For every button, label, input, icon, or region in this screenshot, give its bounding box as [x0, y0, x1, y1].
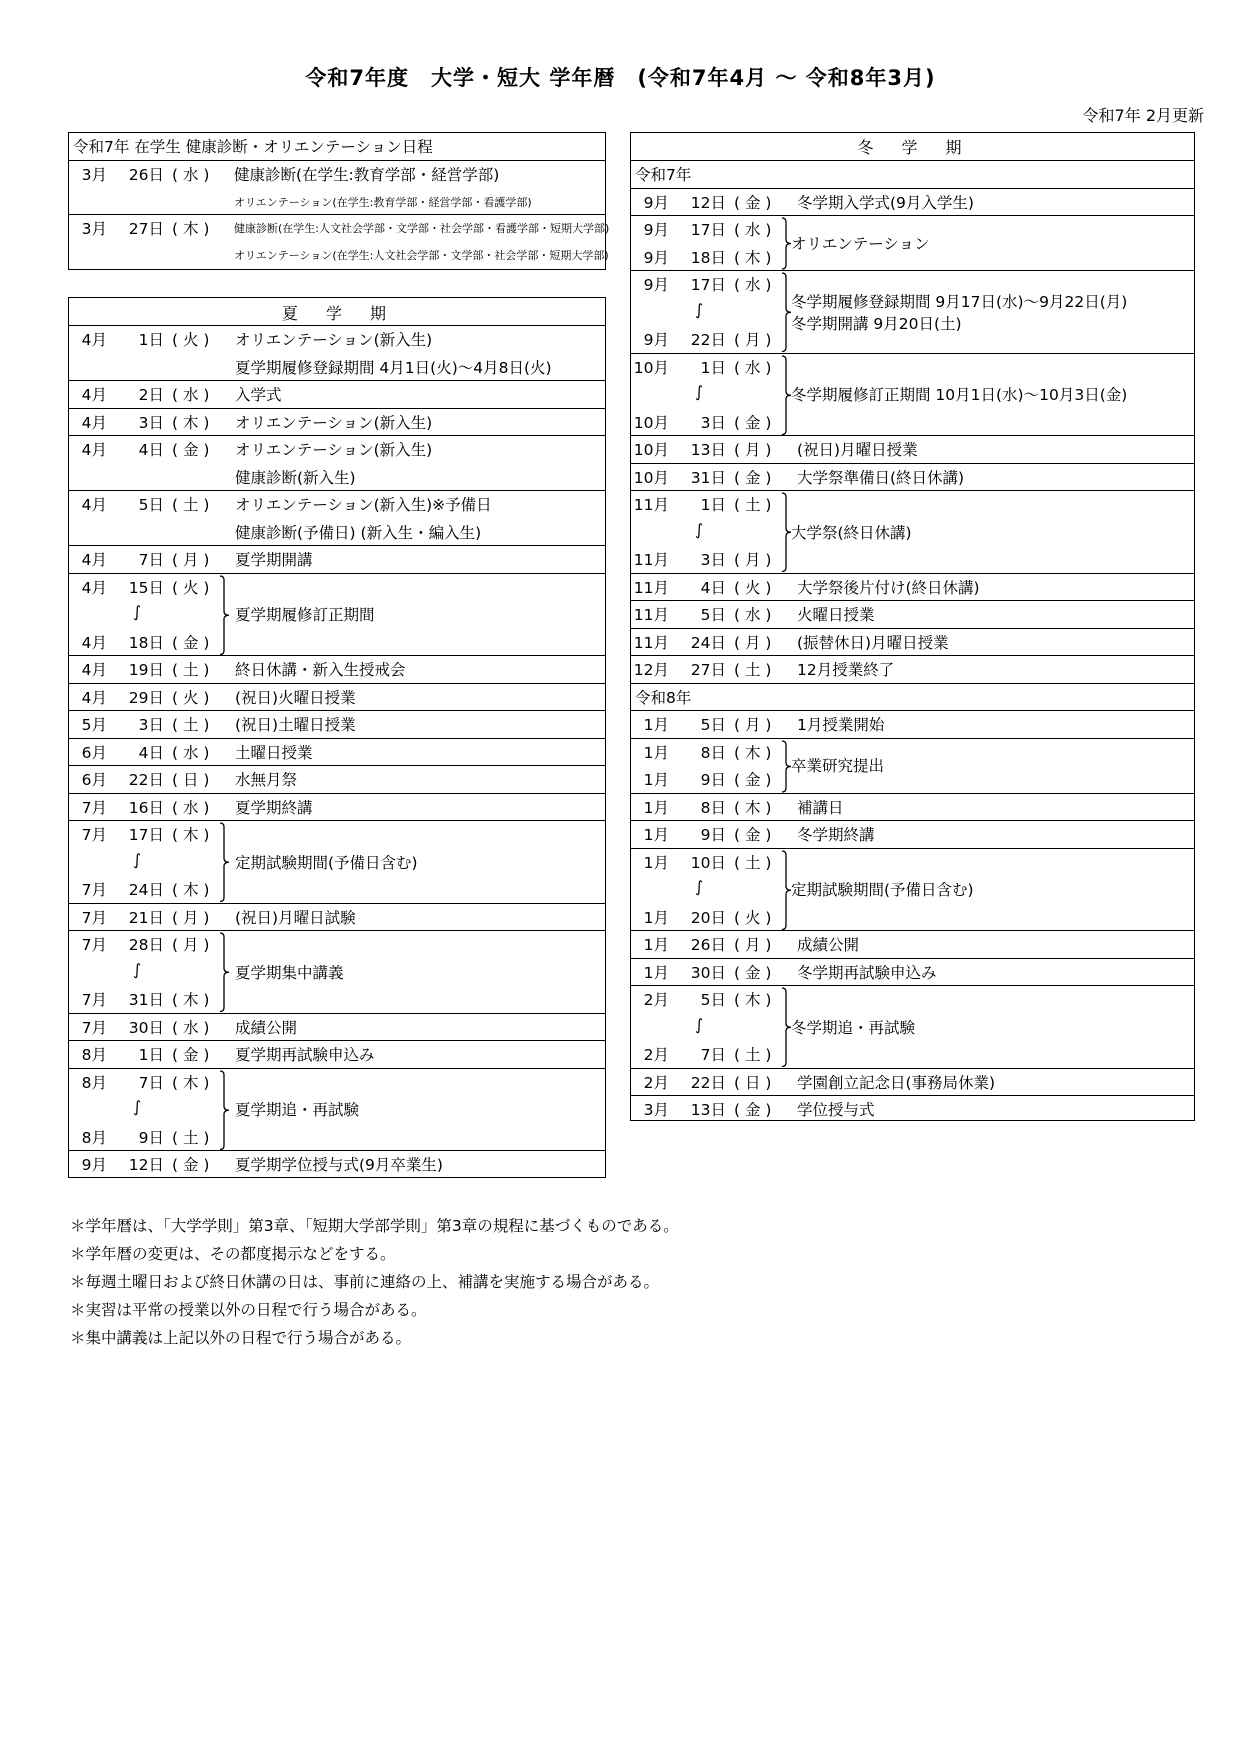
day: 2日 — [138, 386, 164, 404]
day: 1日 — [138, 1046, 164, 1064]
row-separator — [631, 738, 1194, 739]
event: 入学式 — [235, 386, 282, 404]
event: 大学祭準備日(終日休講) — [797, 468, 965, 487]
day: 22日 — [690, 1073, 726, 1092]
event: (祝日)土曜日授業 — [235, 716, 356, 734]
month: 9月 — [643, 193, 669, 212]
event: 補講日 — [797, 798, 844, 817]
month: 4月 — [81, 661, 107, 679]
month: 11月 — [633, 496, 669, 514]
row-separator — [69, 738, 605, 739]
month: 10月 — [633, 441, 669, 459]
event: 夏学期終講 — [235, 798, 313, 817]
brace-icon — [219, 1070, 231, 1151]
weekday: ( 土 ) — [734, 1046, 772, 1064]
brace-icon — [219, 822, 231, 903]
event: 1月授業開始 — [797, 716, 885, 734]
event: 定期試験期間(予備日含む) — [235, 853, 418, 872]
month: 1月 — [643, 743, 669, 762]
weekday: ( 火 ) — [172, 688, 210, 707]
month: 11月 — [633, 633, 669, 652]
month: 1月 — [643, 716, 669, 734]
day: 24日 — [690, 633, 726, 652]
weekday: ( 日 ) — [172, 771, 210, 789]
event: オリエンテーション(新入生) — [235, 441, 433, 459]
health-block-2 — [69, 214, 605, 215]
event: 冬学期再試験申込み — [797, 963, 937, 982]
event: オリエンテーション — [791, 234, 930, 253]
month: 1月 — [643, 798, 669, 817]
month: 4月 — [81, 551, 107, 569]
page-title: 令和7年度 大学・短大 学年暦 (令和7年4月 ～ 令和8年3月) — [305, 66, 936, 90]
month: 10月 — [633, 358, 669, 377]
row-separator — [69, 490, 605, 491]
month: 12月 — [633, 661, 669, 679]
winter-term-table — [630, 132, 1195, 1121]
day: 4日 — [138, 743, 164, 762]
weekday: ( 月 ) — [734, 331, 772, 349]
row-separator — [631, 600, 1194, 601]
month: 1月 — [643, 853, 669, 872]
day: 5日 — [138, 496, 164, 514]
row-separator — [631, 1095, 1194, 1096]
note: ＊学年暦は、「大学学則」第3章、「短期大学部学則」第3章の規程に基づくものである。 — [70, 1217, 679, 1235]
row-separator — [69, 325, 605, 326]
event: 健康診断(予備日) (新入生・編入生) — [235, 523, 482, 542]
weekday: ( 水 ) — [734, 221, 772, 239]
range-tilde: ∫ — [695, 383, 704, 401]
brace-icon — [219, 932, 231, 1013]
day: 26日 — [690, 936, 726, 954]
weekday: ( 水 ) — [734, 358, 772, 377]
month: 2月 — [643, 991, 669, 1009]
event: 夏学期再試験申込み — [235, 1046, 375, 1064]
month: 7月 — [81, 991, 107, 1009]
range-tilde: ∫ — [133, 850, 142, 869]
era-label: 令和8年 — [635, 688, 692, 707]
day: 7日 — [138, 1073, 164, 1092]
event: 成績公開 — [797, 936, 860, 954]
row-separator — [631, 1068, 1194, 1069]
winter-heading: 冬 学 期 — [857, 138, 968, 157]
month: 1月 — [643, 826, 669, 844]
event: 冬学期開講 9月20日(土) — [791, 314, 962, 333]
row-separator — [631, 655, 1194, 656]
day: 17日 — [128, 826, 164, 844]
event: 夏学期学位授与式(9月卒業生) — [235, 1156, 443, 1174]
weekday: ( 木 ) — [172, 1073, 210, 1092]
event: (祝日)火曜日授業 — [235, 688, 356, 707]
day: 26日 — [128, 166, 164, 184]
weekday: ( 火 ) — [172, 578, 210, 597]
row-separator — [631, 848, 1194, 849]
month: 4月 — [81, 496, 107, 514]
month: 11月 — [633, 551, 669, 569]
event: 夏学期追・再試験 — [235, 1101, 360, 1119]
weekday: ( 土 ) — [734, 853, 772, 872]
summer-heading: 夏 学 期 — [281, 304, 392, 323]
day: 22日 — [128, 771, 164, 789]
day: 4日 — [138, 441, 164, 459]
month: 9月 — [643, 221, 669, 239]
day: 30日 — [128, 1018, 164, 1037]
day: 30日 — [690, 963, 726, 982]
event: 学位授与式 — [797, 1101, 875, 1119]
row-separator — [69, 683, 605, 684]
range-tilde: ∫ — [133, 960, 142, 979]
event: (祝日)月曜日試験 — [235, 908, 356, 927]
row-separator — [69, 545, 605, 546]
event: オリエンテーション(在学生:教育学部・経営学部・看護学部) — [234, 196, 532, 209]
event: 夏学期履修登録期間 4月1日(火)～4月8日(火) — [235, 358, 552, 377]
event: 健康診断(在学生:教育学部・経営学部) — [234, 166, 500, 184]
day: 1日 — [700, 358, 726, 377]
health-orientation-table — [68, 132, 610, 270]
weekday: ( 木 ) — [172, 220, 210, 238]
month: 4月 — [81, 578, 107, 597]
weekday: ( 金 ) — [734, 413, 772, 432]
range-tilde: ∫ — [695, 520, 704, 539]
row-separator — [631, 270, 1194, 271]
day: 24日 — [128, 881, 164, 899]
day: 9日 — [700, 826, 726, 844]
weekday: ( 金 ) — [172, 1046, 210, 1064]
month: 4月 — [81, 331, 107, 349]
month: 3月 — [81, 166, 107, 184]
weekday: ( 日 ) — [734, 1073, 772, 1092]
weekday: ( 土 ) — [172, 661, 210, 679]
event: 夏学期開講 — [235, 551, 313, 569]
row-separator — [631, 215, 1194, 216]
row-separator — [631, 985, 1194, 986]
health-heading: 令和7年 在学生 健康診断・オリエンテーション日程 — [73, 138, 433, 156]
weekday: ( 金 ) — [734, 826, 772, 844]
weekday: ( 木 ) — [172, 991, 210, 1009]
day: 20日 — [690, 908, 726, 927]
month: 4月 — [81, 413, 107, 432]
month: 8月 — [81, 1128, 107, 1147]
day: 8日 — [700, 743, 726, 762]
day: 8日 — [700, 798, 726, 817]
row-separator — [631, 628, 1194, 629]
note: ＊毎週土曜日および終日休講の日は、事前に連絡の上、補講を実施する場合がある。 — [70, 1273, 660, 1291]
month: 7月 — [81, 826, 107, 844]
day: 7日 — [138, 551, 164, 569]
weekday: ( 木 ) — [172, 826, 210, 844]
day: 15日 — [128, 578, 164, 597]
month: 7月 — [81, 881, 107, 899]
event: 健康診断(在学生:人文社会学部・文学部・社会学部・看護学部・短期大学部) — [234, 222, 610, 235]
day: 9日 — [700, 771, 726, 789]
weekday: ( 水 ) — [172, 798, 210, 817]
row-separator — [69, 1150, 605, 1151]
weekday: ( 金 ) — [734, 468, 772, 487]
row-separator — [631, 435, 1194, 436]
row-separator — [631, 188, 1194, 189]
month: 3月 — [643, 1101, 669, 1119]
day: 7日 — [700, 1046, 726, 1064]
month: 2月 — [643, 1046, 669, 1064]
weekday: ( 月 ) — [172, 551, 210, 569]
day: 29日 — [128, 688, 164, 707]
weekday: ( 土 ) — [172, 496, 210, 514]
month: 11月 — [633, 606, 669, 624]
day: 3日 — [700, 413, 726, 432]
weekday: ( 木 ) — [734, 248, 772, 267]
month: 9月 — [81, 1156, 107, 1174]
row-separator — [69, 1040, 605, 1041]
month: 4月 — [81, 441, 107, 459]
range-tilde: ∫ — [133, 1098, 142, 1116]
updated-date: 令和7年 2月更新 — [1082, 106, 1204, 125]
day: 3日 — [138, 716, 164, 734]
weekday: ( 月 ) — [172, 936, 210, 954]
range-tilde: ∫ — [695, 1015, 704, 1034]
weekday: ( 金 ) — [172, 1156, 210, 1174]
event: 火曜日授業 — [797, 606, 875, 624]
row-separator — [69, 408, 605, 409]
row-separator — [69, 710, 605, 711]
row-separator — [631, 353, 1194, 354]
event: 冬学期入学式(9月入学生) — [797, 193, 974, 212]
weekday: ( 金 ) — [734, 771, 772, 789]
weekday: ( 木 ) — [734, 991, 772, 1009]
event: 大学祭後片付け(終日休講) — [797, 578, 980, 597]
weekday: ( 木 ) — [734, 743, 772, 762]
event: 大学祭(終日休講) — [791, 523, 912, 542]
weekday: ( 金 ) — [734, 1101, 772, 1119]
day: 13日 — [690, 441, 726, 459]
month: 1月 — [643, 936, 669, 954]
weekday: ( 火 ) — [172, 331, 210, 349]
day: 19日 — [128, 661, 164, 679]
row-separator — [69, 655, 605, 656]
weekday: ( 金 ) — [734, 193, 772, 212]
row-separator — [631, 793, 1194, 794]
day: 5日 — [700, 606, 726, 624]
event: 冬学期履修訂正期間 10月1日(水)～10月3日(金) — [791, 386, 1128, 404]
month: 10月 — [633, 468, 669, 487]
month: 4月 — [81, 386, 107, 404]
event: 終日休講・新入生授戒会 — [235, 661, 406, 679]
notes — [70, 1212, 679, 1352]
day: 18日 — [690, 248, 726, 267]
weekday: ( 木 ) — [172, 881, 210, 899]
row-separator — [69, 930, 605, 931]
month: 7月 — [81, 936, 107, 954]
event: 学園創立記念日(事務局休業) — [797, 1073, 996, 1092]
row-separator — [69, 573, 605, 574]
row-separator — [631, 930, 1194, 931]
month: 10月 — [633, 413, 669, 432]
month: 1月 — [643, 963, 669, 982]
row-separator — [69, 435, 605, 436]
day: 27日 — [128, 220, 164, 238]
weekday: ( 月 ) — [734, 633, 772, 652]
row-separator — [631, 958, 1194, 959]
row-separator — [69, 820, 605, 821]
weekday: ( 火 ) — [734, 908, 772, 927]
day: 17日 — [690, 276, 726, 294]
event: 夏学期履修訂正期間 — [235, 606, 375, 624]
month: 1月 — [643, 771, 669, 789]
weekday: ( 土 ) — [172, 716, 210, 734]
day: 3日 — [700, 551, 726, 569]
event: オリエンテーション(新入生) — [235, 331, 433, 349]
event: オリエンテーション(在学生:人文社会学部・文学部・社会学部・短期大学部) — [234, 249, 609, 262]
day: 10日 — [690, 853, 726, 872]
weekday: ( 水 ) — [172, 743, 210, 762]
month: 9月 — [643, 248, 669, 267]
weekday: ( 金 ) — [172, 441, 210, 459]
month: 11月 — [633, 578, 669, 597]
day: 4日 — [700, 578, 726, 597]
brace-icon — [219, 575, 231, 656]
note: ＊実習は平常の授業以外の日程で行う場合がある。 — [70, 1301, 427, 1319]
era-label: 令和7年 — [635, 166, 692, 184]
day: 1日 — [700, 496, 726, 514]
day: 16日 — [128, 798, 164, 817]
event: 卒業研究提出 — [791, 757, 885, 776]
row-separator — [631, 463, 1194, 464]
row-separator — [631, 820, 1194, 821]
event: オリエンテーション(新入生)※予備日 — [235, 496, 492, 514]
month: 4月 — [81, 688, 107, 707]
month: 9月 — [643, 276, 669, 294]
health-block-1 — [69, 160, 605, 161]
month: 6月 — [81, 743, 107, 762]
weekday: ( 金 ) — [172, 633, 210, 652]
month: 3月 — [81, 220, 107, 238]
day: 27日 — [690, 661, 726, 679]
day: 31日 — [690, 468, 726, 487]
weekday: ( 月 ) — [734, 936, 772, 954]
row-separator — [69, 765, 605, 766]
row-separator — [631, 683, 1194, 684]
event: 土曜日授業 — [235, 743, 313, 762]
day: 21日 — [128, 908, 164, 927]
event: 12月授業終了 — [797, 661, 895, 679]
month: 7月 — [81, 908, 107, 927]
month: 1月 — [643, 908, 669, 927]
weekday: ( 水 ) — [734, 276, 772, 294]
event: 冬学期履修登録期間 9月17日(水)～9月22日(月) — [791, 292, 1128, 311]
day: 12日 — [128, 1156, 164, 1174]
event: 健康診断(新入生) — [235, 468, 356, 487]
month: 7月 — [81, 1018, 107, 1037]
month: 6月 — [81, 771, 107, 789]
row-separator — [69, 903, 605, 904]
day: 3日 — [138, 413, 164, 432]
event: 定期試験期間(予備日含む) — [791, 881, 974, 899]
weekday: ( 土 ) — [172, 1128, 210, 1147]
month: 8月 — [81, 1046, 107, 1064]
weekday: ( 月 ) — [734, 441, 772, 459]
event: (振替休日)月曜日授業 — [797, 633, 949, 652]
day: 28日 — [128, 936, 164, 954]
note: ＊集中講義は上記以外の日程で行う場合がある。 — [70, 1329, 412, 1347]
note: ＊学年暦の変更は、その都度掲示などをする。 — [70, 1245, 396, 1263]
weekday: ( 木 ) — [734, 798, 772, 817]
month: 8月 — [81, 1073, 107, 1092]
row-separator — [631, 490, 1194, 491]
row-separator — [69, 1068, 605, 1069]
weekday: ( 水 ) — [734, 606, 772, 624]
weekday: ( 土 ) — [734, 496, 772, 514]
weekday: ( 火 ) — [734, 578, 772, 597]
day: 1日 — [138, 331, 164, 349]
day: 17日 — [690, 221, 726, 239]
row-separator — [631, 160, 1194, 161]
day: 5日 — [700, 716, 726, 734]
month: 4月 — [81, 633, 107, 652]
day: 12日 — [690, 193, 726, 212]
weekday: ( 月 ) — [172, 908, 210, 927]
range-tilde: ∫ — [695, 878, 704, 896]
event: オリエンテーション(新入生) — [235, 413, 433, 432]
weekday: ( 月 ) — [734, 551, 772, 569]
row-separator — [631, 573, 1194, 574]
day: 5日 — [700, 991, 726, 1009]
weekday: ( 月 ) — [734, 716, 772, 734]
range-tilde: ∫ — [695, 300, 704, 319]
event: 夏学期集中講義 — [235, 963, 344, 982]
event: 水無月祭 — [235, 771, 298, 789]
month: 7月 — [81, 798, 107, 817]
event: (祝日)月曜日授業 — [797, 441, 918, 459]
weekday: ( 水 ) — [172, 1018, 210, 1037]
weekday: ( 土 ) — [734, 661, 772, 679]
day: 22日 — [690, 331, 726, 349]
row-separator — [631, 710, 1194, 711]
weekday: ( 水 ) — [172, 166, 210, 184]
day: 13日 — [690, 1101, 726, 1119]
day: 31日 — [128, 991, 164, 1009]
weekday: ( 木 ) — [172, 413, 210, 432]
row-separator — [69, 380, 605, 381]
month: 5月 — [81, 716, 107, 734]
weekday: ( 水 ) — [172, 386, 210, 404]
event: 冬学期終講 — [797, 826, 875, 844]
summer-term-table — [68, 297, 606, 1178]
event: 冬学期追・再試験 — [791, 1018, 916, 1037]
month: 2月 — [643, 1073, 669, 1092]
day: 9日 — [138, 1128, 164, 1147]
month: 9月 — [643, 331, 669, 349]
row-separator — [69, 1013, 605, 1014]
day: 18日 — [128, 633, 164, 652]
event: 成績公開 — [235, 1018, 298, 1037]
weekday: ( 金 ) — [734, 963, 772, 982]
row-separator — [69, 793, 605, 794]
range-tilde: ∫ — [133, 603, 142, 621]
